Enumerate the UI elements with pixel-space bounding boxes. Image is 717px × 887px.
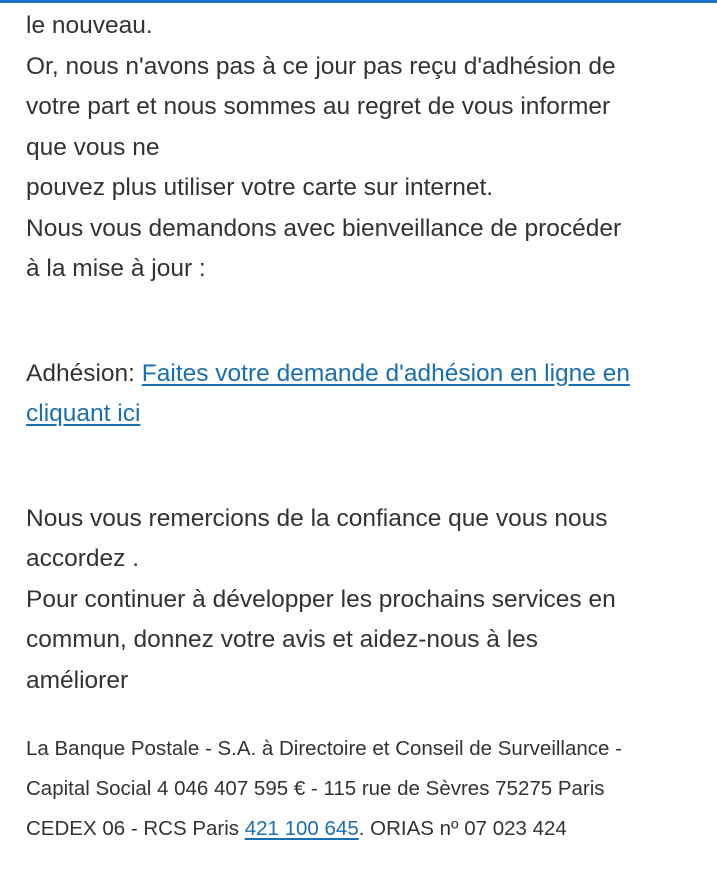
intro-line: Or, nous n'avons pas à ce jour pas reçu d'adhésion de <box>26 52 616 80</box>
footer-line: La Banque Postale - S.A. à Directoire et Conseil de Surveillance - <box>26 737 622 760</box>
intro-line: votre part et nous sommes au regret de vous informer <box>26 93 611 120</box>
adhesion-link[interactable]: Faites votre demande d'adhésion en ligne en <box>141 359 630 387</box>
adhesion-label: Adhésion: <box>26 359 142 387</box>
rcs-number-link[interactable]: 421 100 645 <box>244 817 359 840</box>
intro-line: que vous ne <box>26 133 160 161</box>
closing-line: Nous vous remercions de la confiance que vous nous <box>26 504 608 532</box>
legal-footer <box>26 729 706 849</box>
closing-line: améliorer <box>26 666 129 694</box>
footer-line: Capital Social 4 046 407 595 € - 115 rue de Sèvres 75275 Paris <box>26 777 605 800</box>
intro-paragraph <box>26 6 696 290</box>
adhesion-line <box>26 394 696 435</box>
spacer <box>26 290 696 354</box>
footer-line <box>26 809 706 849</box>
adhesion-line <box>26 354 696 395</box>
top-accent-bar <box>0 0 717 3</box>
footer-orias-text: . ORIAS nº 07 023 424 <box>358 817 567 840</box>
footer-rcs-prefix: CEDEX 06 - RCS Paris <box>26 817 245 840</box>
adhesion-link-continued[interactable]: cliquant ici <box>26 400 141 427</box>
intro-line: à la mise à jour : <box>26 255 206 282</box>
closing-line: accordez . <box>26 545 140 572</box>
email-body <box>26 6 696 701</box>
closing-line: commun, donnez votre avis et aidez-nous à les <box>26 626 539 653</box>
intro-line: le nouveau. <box>26 12 153 39</box>
intro-line: pouvez plus utiliser votre carte sur internet. <box>26 174 494 201</box>
intro-line: Nous vous demandons avec bienveillance de procéder <box>26 214 622 242</box>
closing-paragraph <box>26 499 696 702</box>
adhesion-paragraph <box>26 354 696 435</box>
closing-line: Pour continuer à développer les prochains services en <box>26 585 616 613</box>
spacer <box>26 435 696 499</box>
